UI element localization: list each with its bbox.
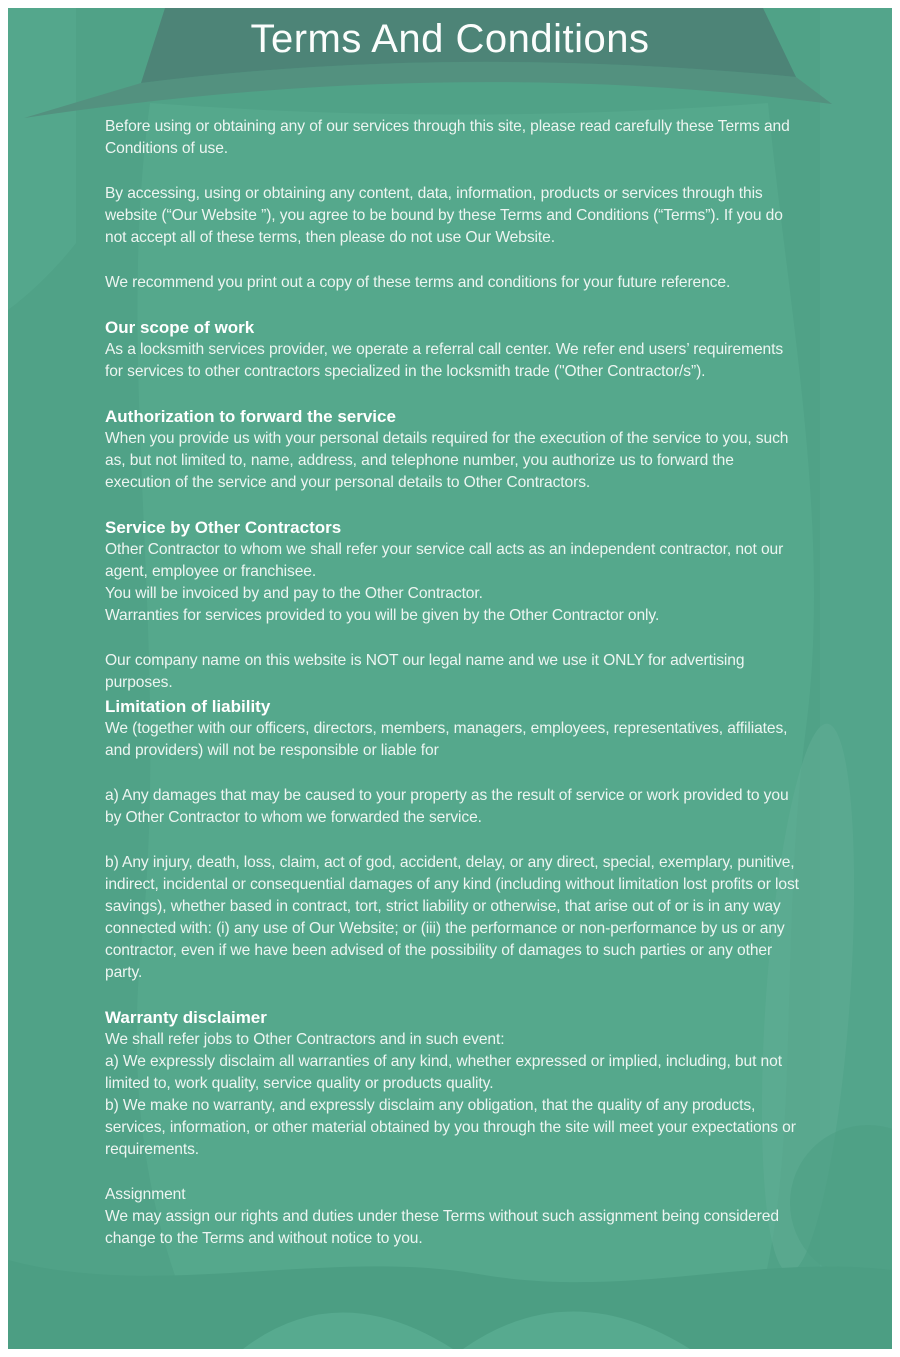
page-background: [8, 8, 892, 1349]
section-heading: Warranty disclaimer: [105, 1008, 267, 1027]
section-paragraph: a) We expressly disclaim all warranties of any kind, whether expressed or implied, including, but not limited to, work quality, service quality or products quality.: [105, 1053, 782, 1092]
terms-section: [105, 852, 802, 984]
section-heading: Authorization to forward the service: [105, 407, 396, 426]
terms-section-scope-of-work: [105, 317, 802, 383]
terms-section: [105, 650, 802, 694]
terms-section-limitation-of-liability: [105, 696, 802, 762]
section-paragraph: Other Contractor to whom we shall refer your service call acts as an independent contractor, not our agent, employee or franchisee.: [105, 541, 784, 580]
section-paragraph: a) Any damages that may be caused to your property as the result of service or work provided to you by Other Contractor to whom we forwarded the service.: [105, 787, 789, 826]
section-paragraph: b) Any injury, death, loss, claim, act of god, accident, delay, or any direct, special, exemplary, punitive, indirect, incidental or consequential damages of any kind (including without limitation lost profits or lost savings), whether based in contract, tort, strict liability or otherwise, that arise out of or is in any way connected with: (i) any use of Our Website; or (iii) the performance or non-performance by us or any contractor, even if we have been advised of the possibility of damages to such parties or any other party.: [105, 854, 799, 981]
section-paragraph: Our company name on this website is NOT our legal name and we use it ONLY for advertising purposes.: [105, 652, 745, 691]
terms-section-service-by-contractors: [105, 517, 802, 627]
terms-section-assignment: [105, 1184, 802, 1250]
section-heading: Limitation of liability: [105, 697, 271, 716]
terms-section: [105, 785, 802, 829]
section-paragraph: Assignment: [105, 1186, 186, 1203]
section-paragraph: When you provide us with your personal details required for the execution of the service to you, such as, but not limited to, name, address, and telephone number, you authorize us to forward the execution of the service and your personal details to Other Contractors.: [105, 430, 789, 491]
section-heading: Service by Other Contractors: [105, 518, 342, 537]
terms-section-warranty-disclaimer: [105, 1007, 802, 1161]
section-paragraph: We shall refer jobs to Other Contractors and in such event:: [105, 1031, 505, 1048]
section-paragraph: As a locksmith services provider, we operate a referral call center. We refer end users’ requirements for services to other contractors specialized in the locksmith trade ("Other Contractor/s”).: [105, 341, 784, 380]
terms-section: [105, 116, 802, 160]
section-paragraph: Before using or obtaining any of our services through this site, please read carefully these Terms and Conditions of use.: [105, 118, 790, 157]
section-paragraph: b) We make no warranty, and expressly disclaim any obligation, that the quality of any products, services, information, or other material obtained by you through the site will meet your expectations or requirements.: [105, 1097, 796, 1158]
section-paragraph: We may assign our rights and duties under these Terms without such assignment being considered change to the Terms and without notice to you.: [105, 1208, 779, 1247]
terms-section: [105, 272, 802, 294]
section-paragraph: By accessing, using or obtaining any content, data, information, products or services through this website (“Our Website ”), you agree to be bound by these Terms and Conditions (“Terms”). If you do not accept all of these terms, then please do not use Our Website.: [105, 185, 783, 246]
page-title: Terms And Conditions: [250, 17, 650, 61]
bottom-wave-shape: [8, 1260, 892, 1349]
terms-section-authorization: [105, 406, 802, 494]
terms-section: [105, 183, 802, 249]
section-heading: Our scope of work: [105, 318, 255, 337]
section-paragraph: We recommend you print out a copy of these terms and conditions for your future reference.: [105, 274, 731, 291]
section-paragraph: We (together with our officers, directors, members, managers, employees, representatives, affiliates, and providers) will not be responsible or liable for: [105, 720, 788, 759]
section-paragraph: Warranties for services provided to you will be given by the Other Contractor only.: [105, 607, 660, 624]
section-paragraph: You will be invoiced by and pay to the Other Contractor.: [105, 585, 483, 602]
terms-content: [105, 116, 802, 1250]
